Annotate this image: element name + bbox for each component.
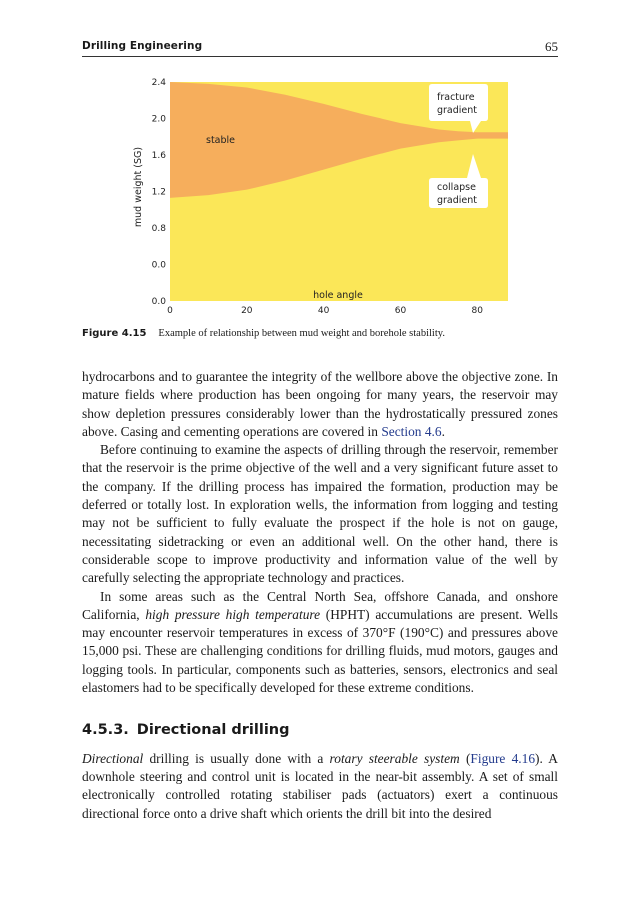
mud-weight-chart [110, 70, 530, 320]
figure-caption [82, 328, 562, 339]
paragraph: hydrocarbons and to guarantee the integrity of the wellbore above the objective zone. In mature fields where production has been ongoing for many years, the reservoir may show depletion pressures considerably lower than the hydrostatically pressured zones above. Casing and cementing operations are covered in Section 4.6. [82, 369, 558, 439]
x-axis-label: hole angle [313, 290, 363, 301]
y-tick-label: 1.6 [151, 151, 166, 161]
stable-region-label: stable [206, 135, 236, 146]
collapse-gradient-label: collapse gradient [437, 182, 478, 206]
x-tick-label: 80 [471, 306, 483, 316]
y-tick-label: 0.0 [151, 260, 166, 271]
section-4-6-link[interactable]: Section 4.6 [381, 423, 442, 439]
y-tick-label: 1.2 [151, 187, 166, 198]
body-text [82, 368, 558, 823]
figure-number: Figure 4.15 [82, 328, 147, 339]
figure-caption-text: Example of relationship between mud weight and borehole stability. [158, 328, 445, 339]
section-heading: 4.5.3. Directional drilling [82, 722, 290, 739]
running-header [82, 40, 558, 57]
y-tick-label: 0.8 [151, 224, 166, 234]
paragraph: Directional drilling is usually done with a rotary steerable system (Figure 4.16). A downhole steering and control unit is located in the near-bit assembly. A set of small electronically controlled rotating stabiliser pads (actuators) exert a continuous directional force onto a drive shaft which orients the drill bit into the desired [82, 750, 558, 821]
x-tick-label: 20 [241, 306, 253, 316]
page-number: 65 [545, 39, 558, 54]
running-title: Drilling Engineering [82, 40, 203, 52]
figure-4-16-link[interactable]: Figure 4.16 [470, 750, 536, 766]
y-tick-label: 0.0 [151, 297, 166, 307]
fracture-gradient-label: fracture gradient [437, 92, 478, 116]
paragraph: Before continuing to examine the aspects of drilling through the reservoir, remember that the reservoir is the prime objective of the well and a very significant future asset to the company. If the drilling process has impaired the formation, production may be deferred or totally lost. In exploration wells, the information from logging and testing may not be sufficient to fully evaluate the prospect if the hole is not on gauge, necessitating sidetracking or even an additional well. On the other hand, there is considerable scope to improve productivity and information value of the well by carefully selecting the appropriate technology and practices. [82, 442, 558, 586]
x-tick-label: 40 [317, 306, 330, 316]
y-axis-label: mud weight (SG) [133, 146, 144, 228]
y-tick-label: 2.0 [151, 114, 166, 125]
x-tick-label: 60 [394, 306, 407, 316]
paragraph: In some areas such as the Central North Sea, offshore Canada, and onshore California, high pressure high temperature (HPHT) accumulations are present. Wells may encounter reservoir temperatures in excess of 370°F (190°C) and pressures above 15,000 psi. These are challenging conditions for drilling fluids, mud motors, gauges and logging tools. In particular, components such as batteries, sensors, electronics and seal elastomers had to be specifically developed for these extreme conditions. [82, 588, 559, 696]
x-tick-label: 0 [167, 306, 173, 316]
y-tick-label: 2.4 [151, 78, 166, 88]
